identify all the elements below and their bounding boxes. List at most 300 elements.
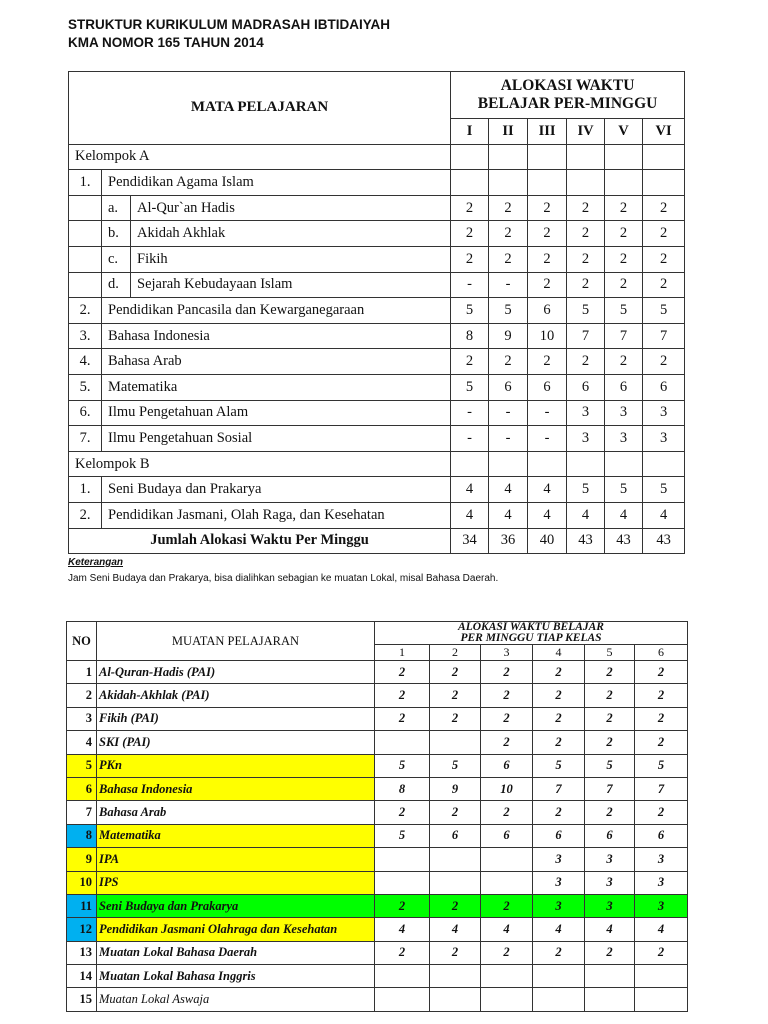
value-cell (375, 848, 430, 871)
grade-header: 4 (533, 645, 585, 661)
value-cell: 5 (605, 298, 643, 324)
value-cell: 2 (533, 661, 585, 684)
grade-header: II (489, 119, 528, 145)
empty-cell (489, 451, 528, 477)
value-cell: 5 (430, 754, 481, 777)
value-cell: 7 (605, 323, 643, 349)
value-cell: 6 (489, 374, 528, 400)
subject-name: Matematika (102, 374, 451, 400)
value-cell: 2 (635, 661, 688, 684)
subject-name: IPA (97, 848, 375, 871)
row-number: 4 (67, 731, 97, 754)
value-cell: 2 (375, 661, 430, 684)
empty-cell (567, 144, 605, 170)
row-number: 14 (67, 965, 97, 988)
value-cell (375, 965, 430, 988)
subject-name: Muatan Lokal Bahasa Daerah (97, 941, 375, 964)
value-cell: 5 (375, 754, 430, 777)
allocation-header (451, 72, 685, 119)
value-cell (430, 965, 481, 988)
value-cell (635, 965, 688, 988)
row-number: 6. (69, 400, 102, 426)
value-cell: 2 (643, 195, 685, 221)
value-cell: 6 (605, 374, 643, 400)
value-cell: 3 (567, 400, 605, 426)
subject-name: Pendidikan Jasmani Olahraga dan Kesehatan (97, 918, 375, 941)
grade-header: I (451, 119, 489, 145)
group-label: Kelompok A (69, 144, 451, 170)
value-cell: - (489, 272, 528, 298)
allocation-header-line2: BELAJAR PER-MINGGU (477, 95, 658, 112)
value-cell: 2 (375, 894, 430, 917)
value-cell: 2 (533, 707, 585, 730)
value-cell: 2 (635, 707, 688, 730)
value-cell: 2 (635, 684, 688, 707)
value-cell: 2 (533, 684, 585, 707)
row-number: 1. (69, 477, 102, 503)
value-cell: 4 (567, 502, 605, 528)
empty-cell (528, 170, 567, 196)
value-cell: 5 (567, 477, 605, 503)
value-cell: 2 (489, 195, 528, 221)
row-number: 3 (67, 707, 97, 730)
value-cell: 43 (605, 528, 643, 554)
value-cell: 2 (533, 941, 585, 964)
value-cell: 3 (533, 894, 585, 917)
table-row (67, 777, 688, 800)
value-cell: 2 (451, 246, 489, 272)
value-cell: - (451, 426, 489, 452)
curriculum-table-muatan (66, 621, 688, 1012)
value-cell: 2 (481, 801, 533, 824)
empty-cell (567, 451, 605, 477)
value-cell: 2 (533, 801, 585, 824)
value-cell: 3 (635, 871, 688, 894)
value-cell: 2 (585, 941, 635, 964)
value-cell: 2 (567, 349, 605, 375)
empty-cell (451, 144, 489, 170)
value-cell (481, 848, 533, 871)
value-cell: 2 (528, 272, 567, 298)
table-row (67, 684, 688, 707)
no-header: NO (67, 622, 97, 661)
value-cell: 5 (451, 298, 489, 324)
value-cell: 7 (567, 323, 605, 349)
row-number: 12 (67, 918, 97, 941)
table-row (67, 894, 688, 917)
sub-letter: d. (102, 272, 131, 298)
value-cell: 6 (528, 298, 567, 324)
value-cell: 5 (533, 754, 585, 777)
value-cell (430, 988, 481, 1011)
empty-cell (605, 170, 643, 196)
value-cell: 4 (643, 502, 685, 528)
table-row (69, 451, 685, 477)
total-label: Jumlah Alokasi Waktu Per Minggu (69, 528, 451, 554)
value-cell: 10 (528, 323, 567, 349)
subject-name: Pendidikan Jasmani, Olah Raga, dan Kesehatan (102, 502, 451, 528)
value-cell: - (528, 426, 567, 452)
subject-name: Akidah-Akhlak (PAI) (97, 684, 375, 707)
value-cell: 3 (585, 894, 635, 917)
grade-header: IV (567, 119, 605, 145)
value-cell: 2 (451, 349, 489, 375)
value-cell: 2 (643, 246, 685, 272)
value-cell: 2 (481, 894, 533, 917)
value-cell: 8 (375, 777, 430, 800)
grade-header: 2 (430, 645, 481, 661)
table-row (67, 801, 688, 824)
value-cell: 2 (605, 195, 643, 221)
value-cell: 2 (430, 941, 481, 964)
grade-header: 1 (375, 645, 430, 661)
value-cell: 2 (489, 349, 528, 375)
value-cell: - (489, 426, 528, 452)
value-cell: 3 (635, 894, 688, 917)
value-cell: 9 (489, 323, 528, 349)
row-number: 2. (69, 502, 102, 528)
value-cell: 4 (489, 477, 528, 503)
value-cell: 2 (567, 246, 605, 272)
subject-header: MATA PELAJARAN (69, 72, 451, 145)
value-cell: 6 (567, 374, 605, 400)
value-cell: 2 (567, 272, 605, 298)
value-cell: 2 (585, 684, 635, 707)
value-cell: 2 (430, 707, 481, 730)
grade-header: V (605, 119, 643, 145)
table-row (69, 170, 685, 196)
value-cell: 6 (635, 824, 688, 847)
value-cell (635, 988, 688, 1011)
empty-cell (451, 170, 489, 196)
empty-cell (605, 451, 643, 477)
table-row (69, 221, 685, 247)
value-cell: 2 (430, 801, 481, 824)
value-cell: 10 (481, 777, 533, 800)
note-title: Keterangan (68, 557, 124, 568)
empty-cell (489, 170, 528, 196)
row-number: 9 (67, 848, 97, 871)
table-row (67, 661, 688, 684)
value-cell: 2 (533, 731, 585, 754)
value-cell: 2 (375, 941, 430, 964)
empty-cell (451, 451, 489, 477)
row-number: 5. (69, 374, 102, 400)
subject-name: Bahasa Indonesia (97, 777, 375, 800)
subject-name: Pendidikan Pancasila dan Kewarganegaraan (102, 298, 451, 324)
value-cell: 6 (533, 824, 585, 847)
value-cell: 4 (605, 502, 643, 528)
value-cell (585, 965, 635, 988)
allocation-header-line1: ALOKASI WAKTU (500, 77, 635, 94)
subject-name: Muatan Lokal Aswaja (97, 988, 375, 1011)
table-row (67, 848, 688, 871)
indent-cell (69, 272, 102, 298)
row-number: 13 (67, 941, 97, 964)
table-row (67, 754, 688, 777)
value-cell: 2 (489, 221, 528, 247)
value-cell: 2 (605, 349, 643, 375)
value-cell: 40 (528, 528, 567, 554)
subject-name: Akidah Akhlak (131, 221, 451, 247)
subject-name: Sejarah Kebudayaan Islam (131, 272, 451, 298)
row-number: 3. (69, 323, 102, 349)
value-cell: 4 (481, 918, 533, 941)
value-cell (375, 988, 430, 1011)
value-cell: 3 (585, 848, 635, 871)
value-cell: 5 (635, 754, 688, 777)
value-cell (481, 988, 533, 1011)
value-cell: 6 (481, 824, 533, 847)
subject-name: Matematika (97, 824, 375, 847)
value-cell: 2 (605, 246, 643, 272)
table-row (67, 941, 688, 964)
table-row (69, 272, 685, 298)
value-cell: 7 (533, 777, 585, 800)
row-number: 8 (67, 824, 97, 847)
value-cell: 2 (481, 707, 533, 730)
subject-name: IPS (97, 871, 375, 894)
subject-name: Seni Budaya dan Prakarya (102, 477, 451, 503)
value-cell: 3 (643, 400, 685, 426)
value-cell: 2 (481, 731, 533, 754)
value-cell: 2 (430, 684, 481, 707)
subject-name: Bahasa Arab (97, 801, 375, 824)
table-row (69, 195, 685, 221)
row-number: 1 (67, 661, 97, 684)
value-cell: 4 (451, 502, 489, 528)
value-cell: 2 (481, 684, 533, 707)
grade-header: 6 (635, 645, 688, 661)
subject-header: MUATAN PELAJARAN (97, 622, 375, 661)
value-cell: 4 (430, 918, 481, 941)
value-cell: 2 (567, 221, 605, 247)
value-cell: 2 (430, 661, 481, 684)
value-cell: 8 (451, 323, 489, 349)
table-row (69, 528, 685, 554)
value-cell (430, 871, 481, 894)
value-cell: 2 (585, 707, 635, 730)
value-cell: 43 (567, 528, 605, 554)
row-number: 1. (69, 170, 102, 196)
value-cell: 2 (605, 272, 643, 298)
value-cell (585, 988, 635, 1011)
value-cell (430, 848, 481, 871)
value-cell: 2 (643, 272, 685, 298)
table-row (69, 374, 685, 400)
value-cell: 3 (605, 426, 643, 452)
value-cell: 5 (375, 824, 430, 847)
value-cell: 3 (585, 871, 635, 894)
value-cell (533, 965, 585, 988)
empty-cell (567, 170, 605, 196)
value-cell: 2 (585, 731, 635, 754)
subject-name: PKn (97, 754, 375, 777)
value-cell: 7 (643, 323, 685, 349)
indent-cell (69, 195, 102, 221)
grade-header: 5 (585, 645, 635, 661)
value-cell: 5 (585, 754, 635, 777)
value-cell: 2 (567, 195, 605, 221)
allocation-header-line1: ALOKASI WAKTU BELAJAR (458, 621, 604, 633)
subject-name: Ilmu Pengetahuan Alam (102, 400, 451, 426)
table-row (67, 707, 688, 730)
row-number: 2 (67, 684, 97, 707)
value-cell: - (451, 400, 489, 426)
row-number: 7 (67, 801, 97, 824)
value-cell: 6 (528, 374, 567, 400)
value-cell: 2 (430, 894, 481, 917)
value-cell: 2 (643, 349, 685, 375)
value-cell: 3 (635, 848, 688, 871)
value-cell: 3 (567, 426, 605, 452)
empty-cell (528, 451, 567, 477)
allocation-header-line2: PER MINGGU TIAP KELAS (460, 632, 602, 644)
value-cell: 6 (481, 754, 533, 777)
subject-name: Seni Budaya dan Prakarya (97, 894, 375, 917)
grade-header: 3 (481, 645, 533, 661)
grade-header: VI (643, 119, 685, 145)
table-row (69, 502, 685, 528)
value-cell: 5 (643, 298, 685, 324)
row-number: 7. (69, 426, 102, 452)
row-number: 2. (69, 298, 102, 324)
value-cell: 3 (605, 400, 643, 426)
table-row (67, 824, 688, 847)
value-cell: 5 (451, 374, 489, 400)
indent-cell (69, 246, 102, 272)
table-row (69, 298, 685, 324)
value-cell: 4 (585, 918, 635, 941)
table-row (67, 918, 688, 941)
value-cell: 2 (375, 707, 430, 730)
indent-cell (69, 221, 102, 247)
value-cell: 2 (635, 731, 688, 754)
value-cell: 5 (643, 477, 685, 503)
subject-name: Al-Quran-Hadis (PAI) (97, 661, 375, 684)
subject-name: Pendidikan Agama Islam (102, 170, 451, 196)
value-cell: 2 (375, 801, 430, 824)
subject-name: Al-Qur`an Hadis (131, 195, 451, 221)
value-cell: 4 (375, 918, 430, 941)
value-cell: 2 (451, 221, 489, 247)
value-cell: 3 (533, 871, 585, 894)
grade-header: III (528, 119, 567, 145)
table-row (67, 871, 688, 894)
value-cell: 2 (528, 195, 567, 221)
value-cell: 2 (528, 349, 567, 375)
note-text: Jam Seni Budaya dan Prakarya, bisa dialihkan sebagian ke muatan Lokal, misal Bahasa Daerah. (68, 573, 499, 584)
value-cell: 2 (635, 801, 688, 824)
value-cell: 6 (643, 374, 685, 400)
value-cell: 2 (481, 941, 533, 964)
value-cell (430, 731, 481, 754)
table-row (69, 477, 685, 503)
table-row (69, 144, 685, 170)
value-cell: 4 (528, 502, 567, 528)
value-cell: 4 (635, 918, 688, 941)
value-cell: 2 (528, 246, 567, 272)
value-cell: 2 (375, 684, 430, 707)
subject-name: Bahasa Arab (102, 349, 451, 375)
value-cell: 4 (533, 918, 585, 941)
empty-cell (643, 451, 685, 477)
value-cell: 4 (451, 477, 489, 503)
empty-cell (489, 144, 528, 170)
table-row (67, 965, 688, 988)
value-cell: 2 (635, 941, 688, 964)
empty-cell (605, 144, 643, 170)
row-number: 15 (67, 988, 97, 1011)
table-row (67, 988, 688, 1011)
table-row (69, 400, 685, 426)
row-number: 5 (67, 754, 97, 777)
value-cell: 4 (489, 502, 528, 528)
table-row (69, 349, 685, 375)
value-cell: 6 (585, 824, 635, 847)
empty-cell (643, 170, 685, 196)
value-cell: 43 (643, 528, 685, 554)
document-title: STRUKTUR KURIKULUM MADRASAH IBTIDAIYAH (68, 17, 390, 32)
subject-name: Bahasa Indonesia (102, 323, 451, 349)
row-number: 4. (69, 349, 102, 375)
value-cell: 5 (567, 298, 605, 324)
value-cell: - (489, 400, 528, 426)
sub-letter: b. (102, 221, 131, 247)
value-cell: 2 (528, 221, 567, 247)
value-cell: 3 (533, 848, 585, 871)
curriculum-table-kma (68, 71, 685, 554)
subject-name: SKI (PAI) (97, 731, 375, 754)
value-cell: 2 (489, 246, 528, 272)
table-row (69, 426, 685, 452)
value-cell: 7 (585, 777, 635, 800)
value-cell: 36 (489, 528, 528, 554)
empty-cell (643, 144, 685, 170)
value-cell: 34 (451, 528, 489, 554)
subject-name: Ilmu Pengetahuan Sosial (102, 426, 451, 452)
value-cell: 2 (451, 195, 489, 221)
value-cell (375, 871, 430, 894)
value-cell: 9 (430, 777, 481, 800)
value-cell: 2 (605, 221, 643, 247)
value-cell: 4 (528, 477, 567, 503)
subject-name: Fikih (PAI) (97, 707, 375, 730)
sub-letter: a. (102, 195, 131, 221)
value-cell: 2 (585, 661, 635, 684)
subject-name: Muatan Lokal Bahasa Inggris (97, 965, 375, 988)
row-number: 11 (67, 894, 97, 917)
value-cell: 6 (430, 824, 481, 847)
value-cell: 2 (585, 801, 635, 824)
document-subtitle: KMA NOMOR 165 TAHUN 2014 (68, 35, 264, 50)
row-number: 6 (67, 777, 97, 800)
value-cell (375, 731, 430, 754)
value-cell: 5 (605, 477, 643, 503)
value-cell (533, 988, 585, 1011)
value-cell: 2 (481, 661, 533, 684)
row-number: 10 (67, 871, 97, 894)
subject-name: Fikih (131, 246, 451, 272)
value-cell: 3 (643, 426, 685, 452)
allocation-header (375, 622, 688, 645)
value-cell (481, 871, 533, 894)
group-label: Kelompok B (69, 451, 451, 477)
value-cell: - (451, 272, 489, 298)
sub-letter: c. (102, 246, 131, 272)
value-cell: 7 (635, 777, 688, 800)
value-cell: 5 (489, 298, 528, 324)
